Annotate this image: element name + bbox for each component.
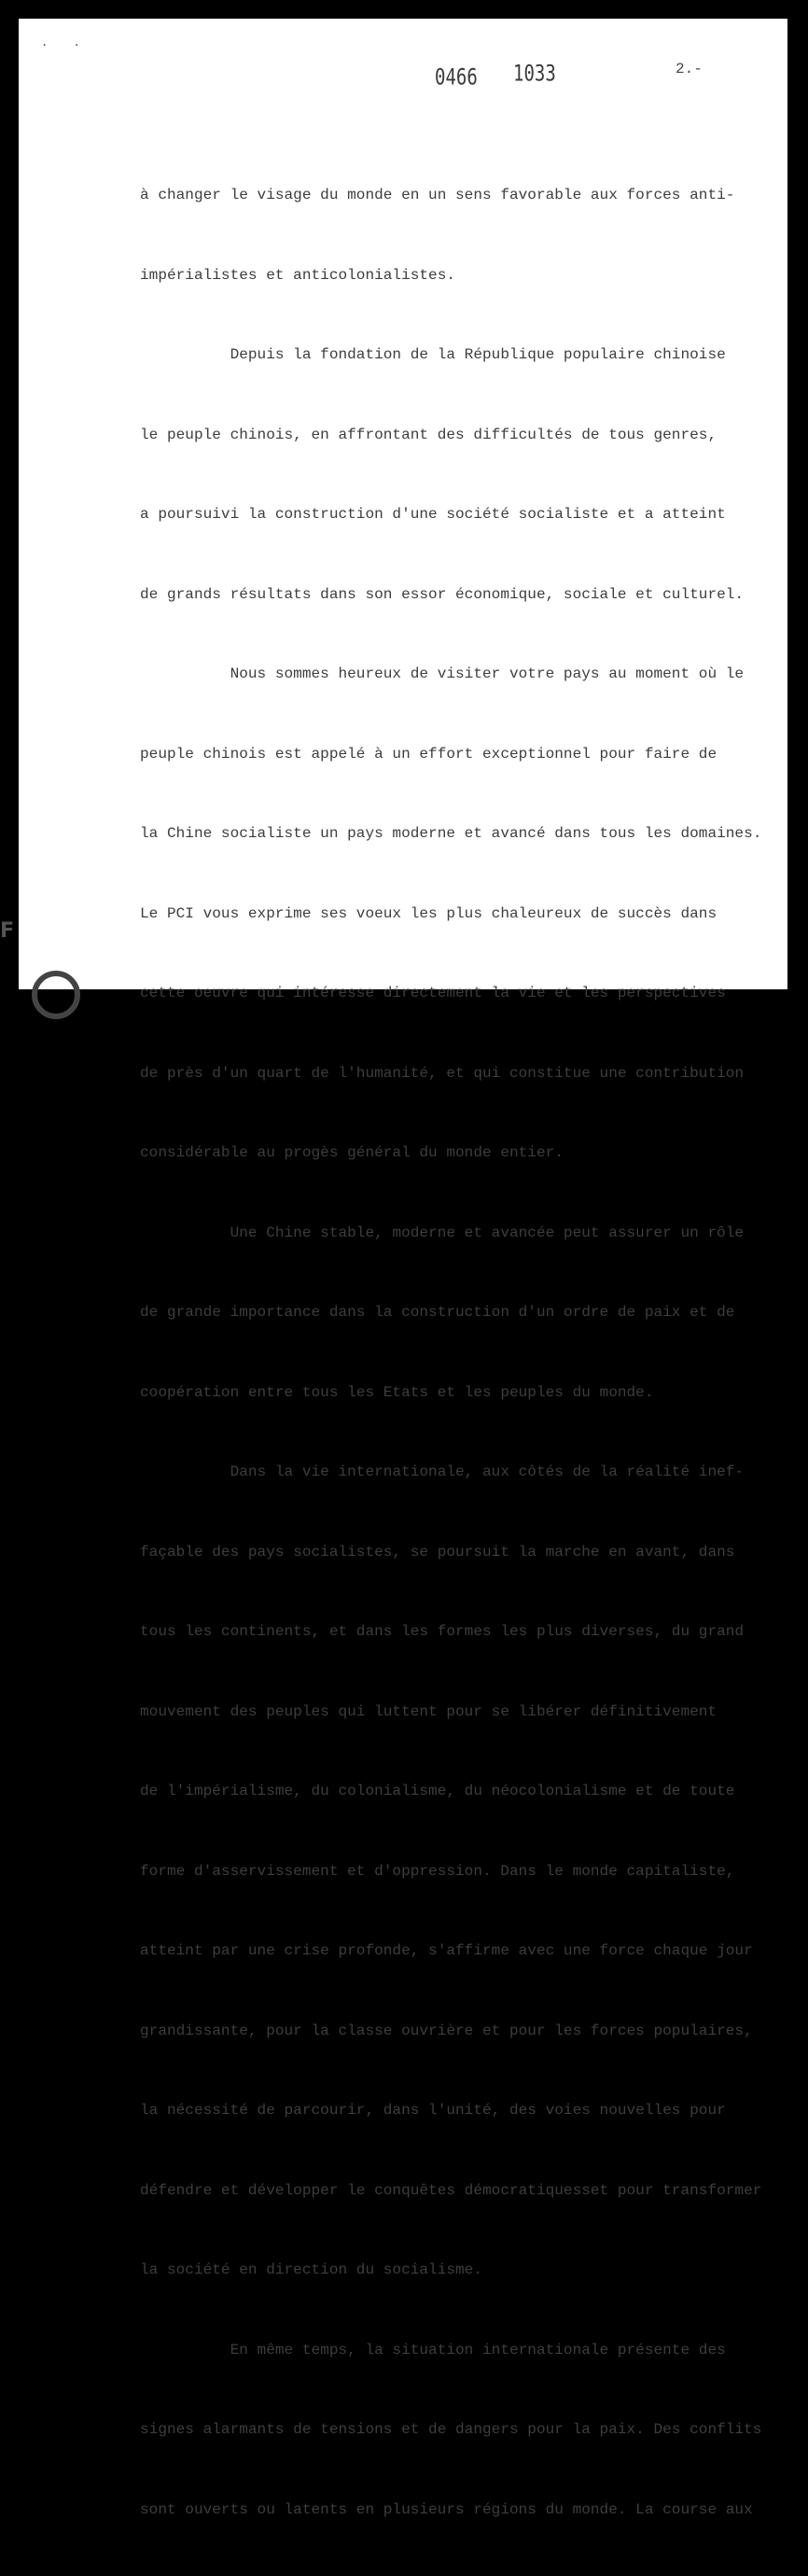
text-line: forme d'asservissement et d'oppression. Dans le monde capitaliste,: [140, 1862, 735, 1880]
edge-mark: F: [0, 919, 15, 943]
text-line: la société en direction du socialisme.: [140, 2261, 482, 2278]
text-line: la Chine socialiste un pays moderne et avancé dans tous les domaines.: [140, 825, 762, 842]
corner-marks: . .: [41, 35, 90, 49]
text-line: Depuis la fondation de la République populaire chinoise: [140, 346, 726, 363]
archive-stamp-left: 0466: [435, 64, 478, 91]
page-number: 2.-: [676, 61, 703, 77]
text-line: Dans la vie internationale, aux côtés de la réalité inef-: [140, 1463, 745, 1480]
text-line: de grands résultats dans son essor économique, sociale et culturel.: [140, 585, 745, 603]
text-line: de grande importance dans la construction d'un ordre de paix et de: [140, 1304, 735, 1321]
text-line: à changer le visage du monde en un sens favorable aux forces anti-: [140, 187, 735, 203]
text-line: atteint par une crise profonde, s'affirme avec une force chaque jour: [140, 1942, 753, 1959]
text-line: mouvement des peuples qui luttent pour se libérer définitivement: [140, 1702, 717, 1720]
text-line: peuple chinois est appelé à un effort exceptionnel pour faire de: [140, 745, 717, 763]
text-line: Le PCI vous exprime ses voeux les plus chaleureux de succès dans: [140, 904, 717, 922]
text-line: signes alarmants de tensions et de dangers pour la paix. Des conflits: [140, 2421, 762, 2438]
edge-ring-shape: [32, 971, 80, 1019]
text-line: cette oeuvre qui intéresse directement la vie et les perspectives: [140, 985, 726, 1001]
text-line: tous les continents, et dans les formes les plus diverses, du grand: [140, 1623, 745, 1640]
typed-body-text: [140, 129, 784, 2576]
document-page: [19, 19, 787, 2518]
archive-stamp-right: 1033: [513, 61, 556, 87]
text-line: coopération entre tous les Etats et les peuples du monde.: [140, 1383, 654, 1401]
text-line: sont ouverts ou latents en plusieurs régions du monde. La course aux: [140, 2500, 753, 2518]
text-line: Nous sommes heureux de visiter votre pays au moment où le: [140, 665, 745, 682]
text-line: impérialistes et anticolonialistes.: [140, 266, 456, 284]
text-line: le peuple chinois, en affrontant des difficultés de tous genres,: [140, 426, 717, 443]
text-line: a poursuivi la construction d'une société socialiste et a atteint: [140, 506, 726, 523]
text-line: considérable au progès général du monde entier.: [140, 1144, 564, 1161]
text-line: de l'impérialisme, du colonialisme, du néocolonialisme et de toute: [140, 1783, 735, 1799]
text-line: la nécessité de parcourir, dans l'unité, des voies nouvelles pour: [140, 2102, 726, 2119]
text-line: façable des pays socialistes, se poursuit la marche en avant, dans: [140, 1543, 735, 1561]
text-line: de près d'un quart de l'humanité, et qui constitue une contribution: [140, 1064, 745, 1082]
text-line: défendre et développer le conquêtes démocratiquesset pour transformer: [140, 2181, 762, 2199]
text-line: grandissante, pour la classe ouvrière et pour les forces populaires,: [140, 2022, 753, 2039]
text-line: En même temps, la situation internationale présente des: [140, 2341, 726, 2359]
text-line: Une Chine stable, moderne et avancée peut assurer un rôle: [140, 1224, 745, 1241]
